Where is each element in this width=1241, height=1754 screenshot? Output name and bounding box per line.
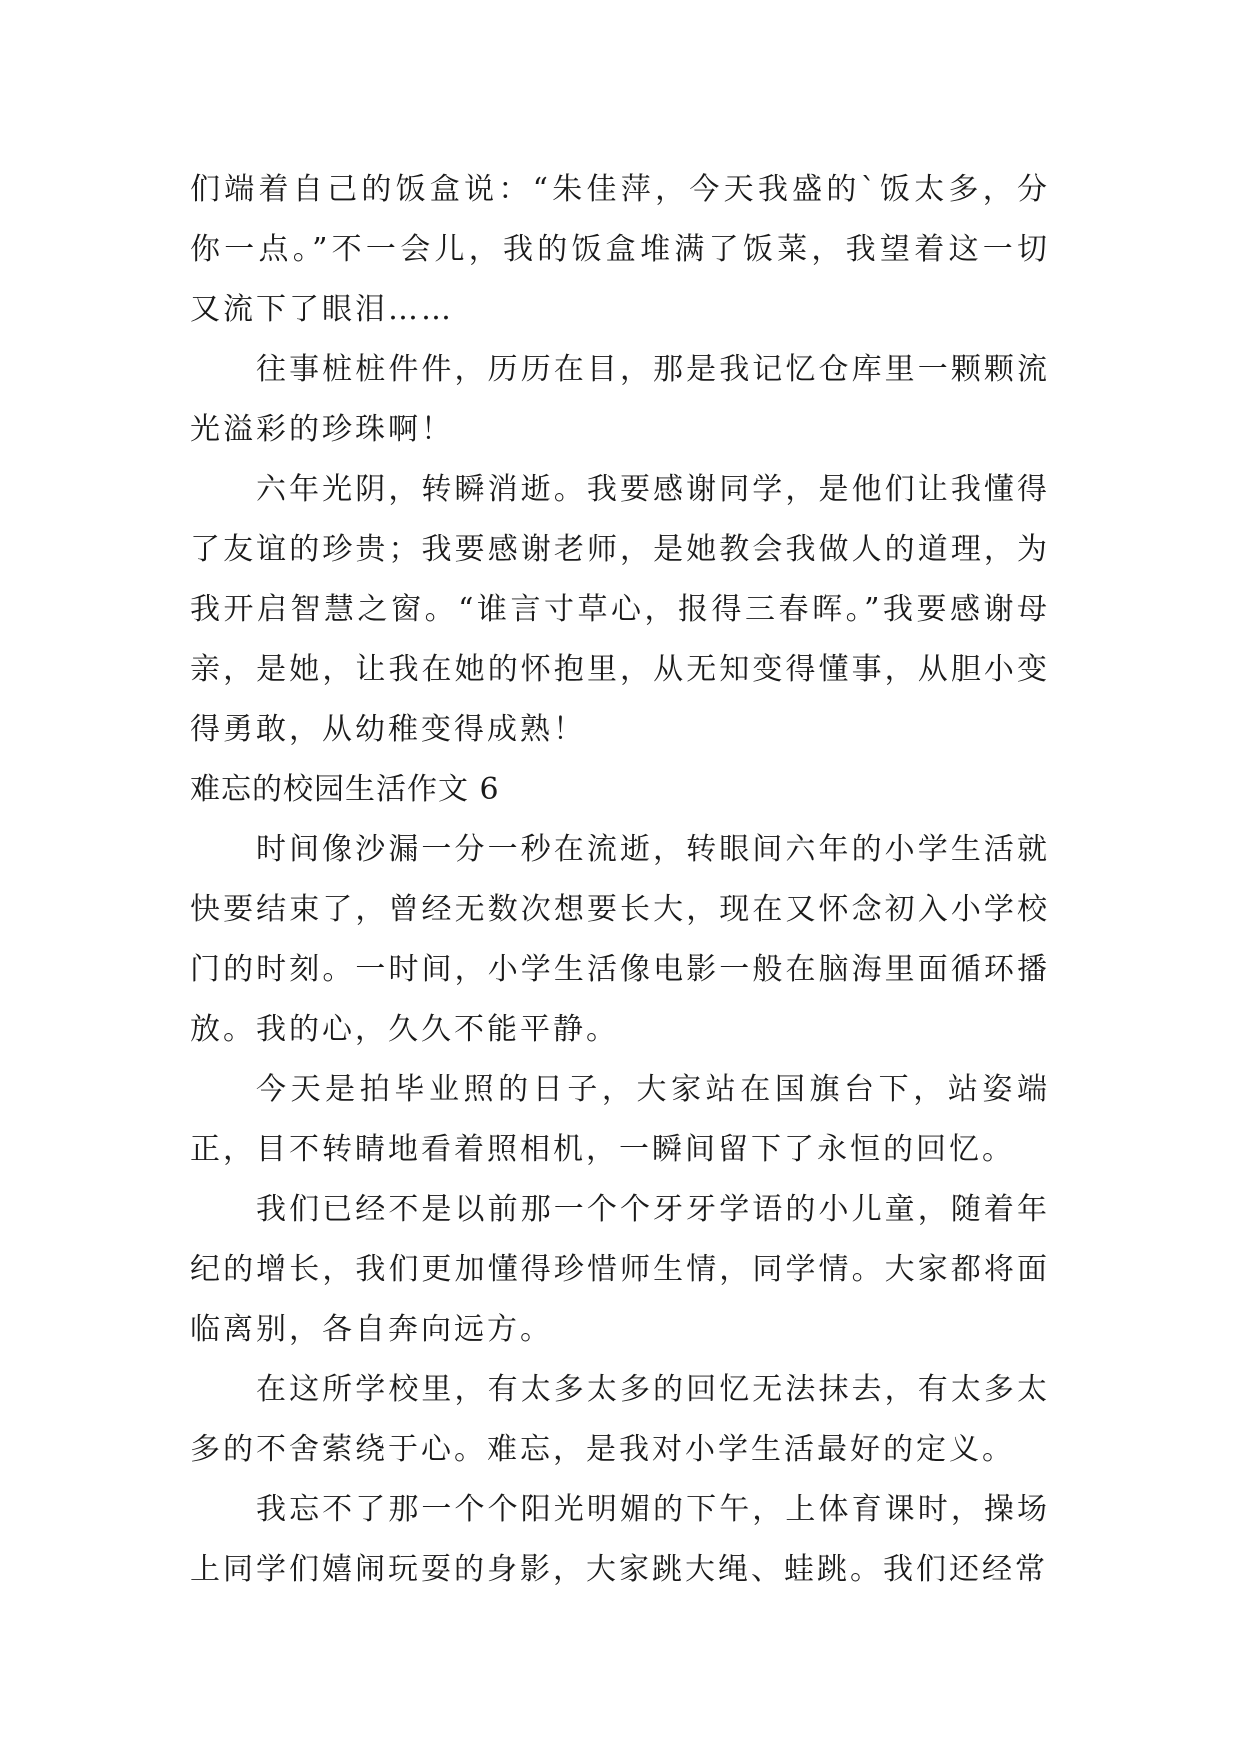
paragraph-continuation: 们端着自己的饭盒说：“朱佳萍，今天我盛的`饭太多，分你一点。”不一会儿，我的饭盒堆满了饭菜，我望着这一切又流下了眼泪…… (190, 172, 1050, 327)
document-body (190, 160, 1050, 1600)
paragraph-growing-up: 我们已经不是以前那一个个牙牙学语的小儿童，随着年纪的增长，我们更加懂得珍惜师生情，同学情。大家都将面临离别，各自奔向远方。 (190, 1192, 1050, 1347)
paragraph-time: 时间像沙漏一分一秒在流逝，转眼间六年的小学生活就快要结束了，曾经无数次想要长大，现在又怀念初入小学校门的时刻。一时间，小学生活像电影一般在脑海里面循环播放。我的心，久久不能平静。 (190, 832, 1050, 1047)
paragraph-graduation-photo: 今天是拍毕业照的日子，大家站在国旗台下，站姿端正，目不转睛地看着照相机，一瞬间留下了永恒的回忆。 (190, 1072, 1050, 1167)
paragraph-memories: 往事桩桩件件，历历在目，那是我记忆仓库里一颗颗流光溢彩的珍珠啊！ (190, 352, 1050, 447)
paragraph-afternoons: 我忘不了那一个个阳光明媚的下午，上体育课时，操场上同学们嬉闹玩耍的身影，大家跳大绳、蛙跳。我们还经常 (190, 1492, 1050, 1587)
essay-heading: 难忘的校园生活作文 6 (190, 772, 500, 807)
paragraph-gratitude: 六年光阴，转瞬消逝。我要感谢同学，是他们让我懂得了友谊的珍贵；我要感谢老师，是她教会我做人的道理，为我开启智慧之窗。“谁言寸草心，报得三春晖。”我要感谢母亲，是她，让我在她的怀抱里，从无知变得懂事，从胆小变得勇敢，从幼稚变得成熟！ (190, 472, 1050, 747)
paragraph-school-memories: 在这所学校里，有太多太多的回忆无法抹去，有太多太多的不舍萦绕于心。难忘，是我对小学生活最好的定义。 (190, 1372, 1050, 1467)
